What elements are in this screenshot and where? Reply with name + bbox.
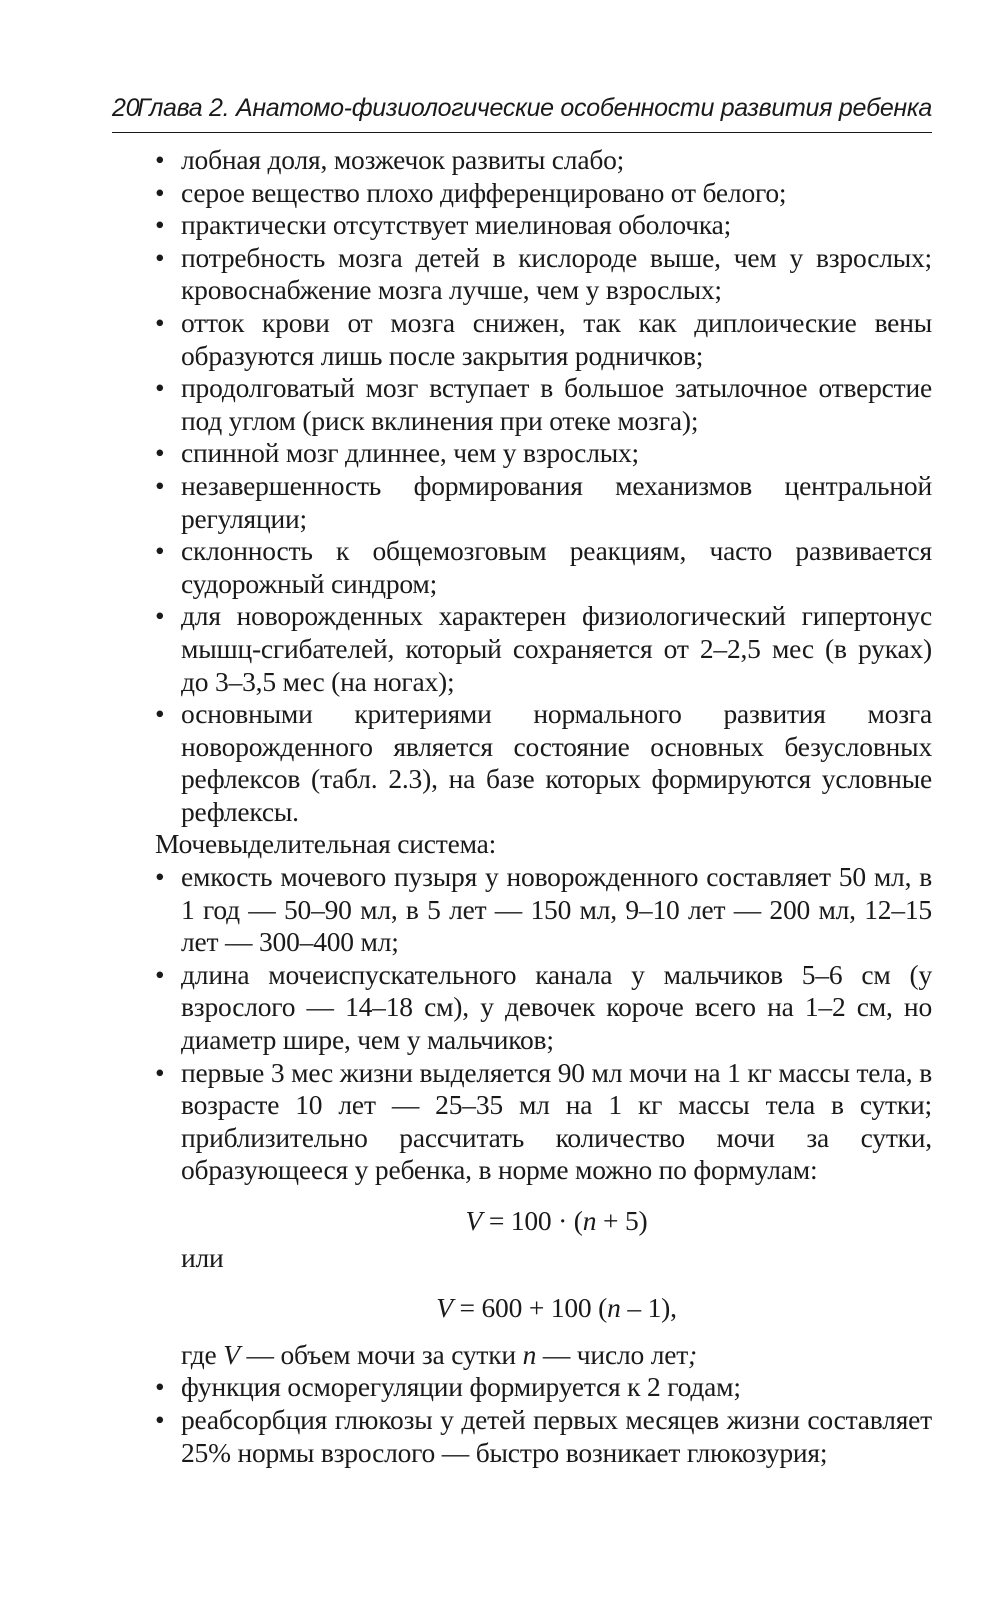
formula-variable: V <box>436 1292 453 1324</box>
formula-connector: или <box>181 1241 224 1273</box>
chapter-title: Глава 2. Анатомо-физиологические особенности развития ребенка <box>137 94 932 122</box>
list-item: • первые 3 мес жизни выделяется 90 мл мочи на 1 кг массы тела, в возрасте 10 лет — 25–35 мл на 1 кг массы тела в сутки; приблизительно рассчитать количество мочи за сутки, образующееся у ребенка, в норме можно по формулам: <box>155 1057 932 1187</box>
urinary-system-list-continued <box>155 1371 932 1469</box>
list-item: • для новорожденных характерен физиологический гипертонус мышц-сгибателей, который сохраняется от 2–2,5 мес (в руках) до 3–3,5 мес (на ногах); <box>155 600 932 698</box>
list-item: • отток крови от мозга снижен, так как диплоические вены образуются лишь после закрытия родничков; <box>155 307 932 372</box>
urinary-system-heading: Мочевыделительная система: <box>155 828 497 860</box>
list-item: • функция осморегуляции формируется к 2 годам; <box>155 1371 932 1404</box>
list-item: • лобная доля, мозжечок развиты слабо; <box>155 144 932 177</box>
running-head <box>112 90 932 133</box>
urinary-system-list <box>155 861 932 1187</box>
list-item: • потребность мозга детей в кислороде выше, чем у взрослых; кровоснабжение мозга лучше, чем у взрослых; <box>155 242 932 307</box>
list-item: • склонность к общемозговым реакциям, часто развивается судорожный синдром; <box>155 535 932 600</box>
list-item: • серое вещество плохо дифференцировано от белого; <box>155 177 932 210</box>
list-item: • спинной мозг длиннее, чем у взрослых; <box>155 437 932 470</box>
page-number: 20 <box>112 94 140 122</box>
nervous-system-list <box>155 144 932 828</box>
list-item: • незавершенность формирования механизмов центральной регуляции; <box>155 470 932 535</box>
formula-legend: где V — объем мочи за сутки n — число лет; <box>181 1338 698 1370</box>
list-item: • емкость мочевого пузыря у новорожденного составляет 50 мл, в 1 год — 50–90 мл, в 5 лет — 150 мл, 9–10 лет — 200 мл, 12–15 лет — 300–400 мл; <box>155 861 932 959</box>
formula-1: V = 100 · (n + 5) <box>465 1205 648 1236</box>
body-text <box>155 144 932 1469</box>
list-item: • продолговатый мозг вступает в большое затылочное отверстие под углом (риск вклинения при отеке мозга); <box>155 372 932 437</box>
list-item: • длина мочеиспускательного канала у мальчиков 5–6 см (у взрослого — 14–18 см), у девочек короче всего на 1–2 см, но диаметр шире, чем у мальчиков; <box>155 959 932 1057</box>
formula-variable: V <box>465 1205 483 1236</box>
list-item: • реабсорбция глюкозы у детей первых месяцев жизни составляет 25% нормы взрослого — быстро возникает глюкозурия; <box>155 1404 932 1469</box>
formula-2: V = 600 + 100 (n – 1), <box>436 1292 677 1324</box>
list-item: • основными критериями нормального развития мозга новорожденного является состояние основных безусловных рефлексов (табл. 2.3), на базе которых формируются условные рефлексы. <box>155 698 932 828</box>
list-item: • практически отсутствует миелиновая оболочка; <box>155 209 932 242</box>
